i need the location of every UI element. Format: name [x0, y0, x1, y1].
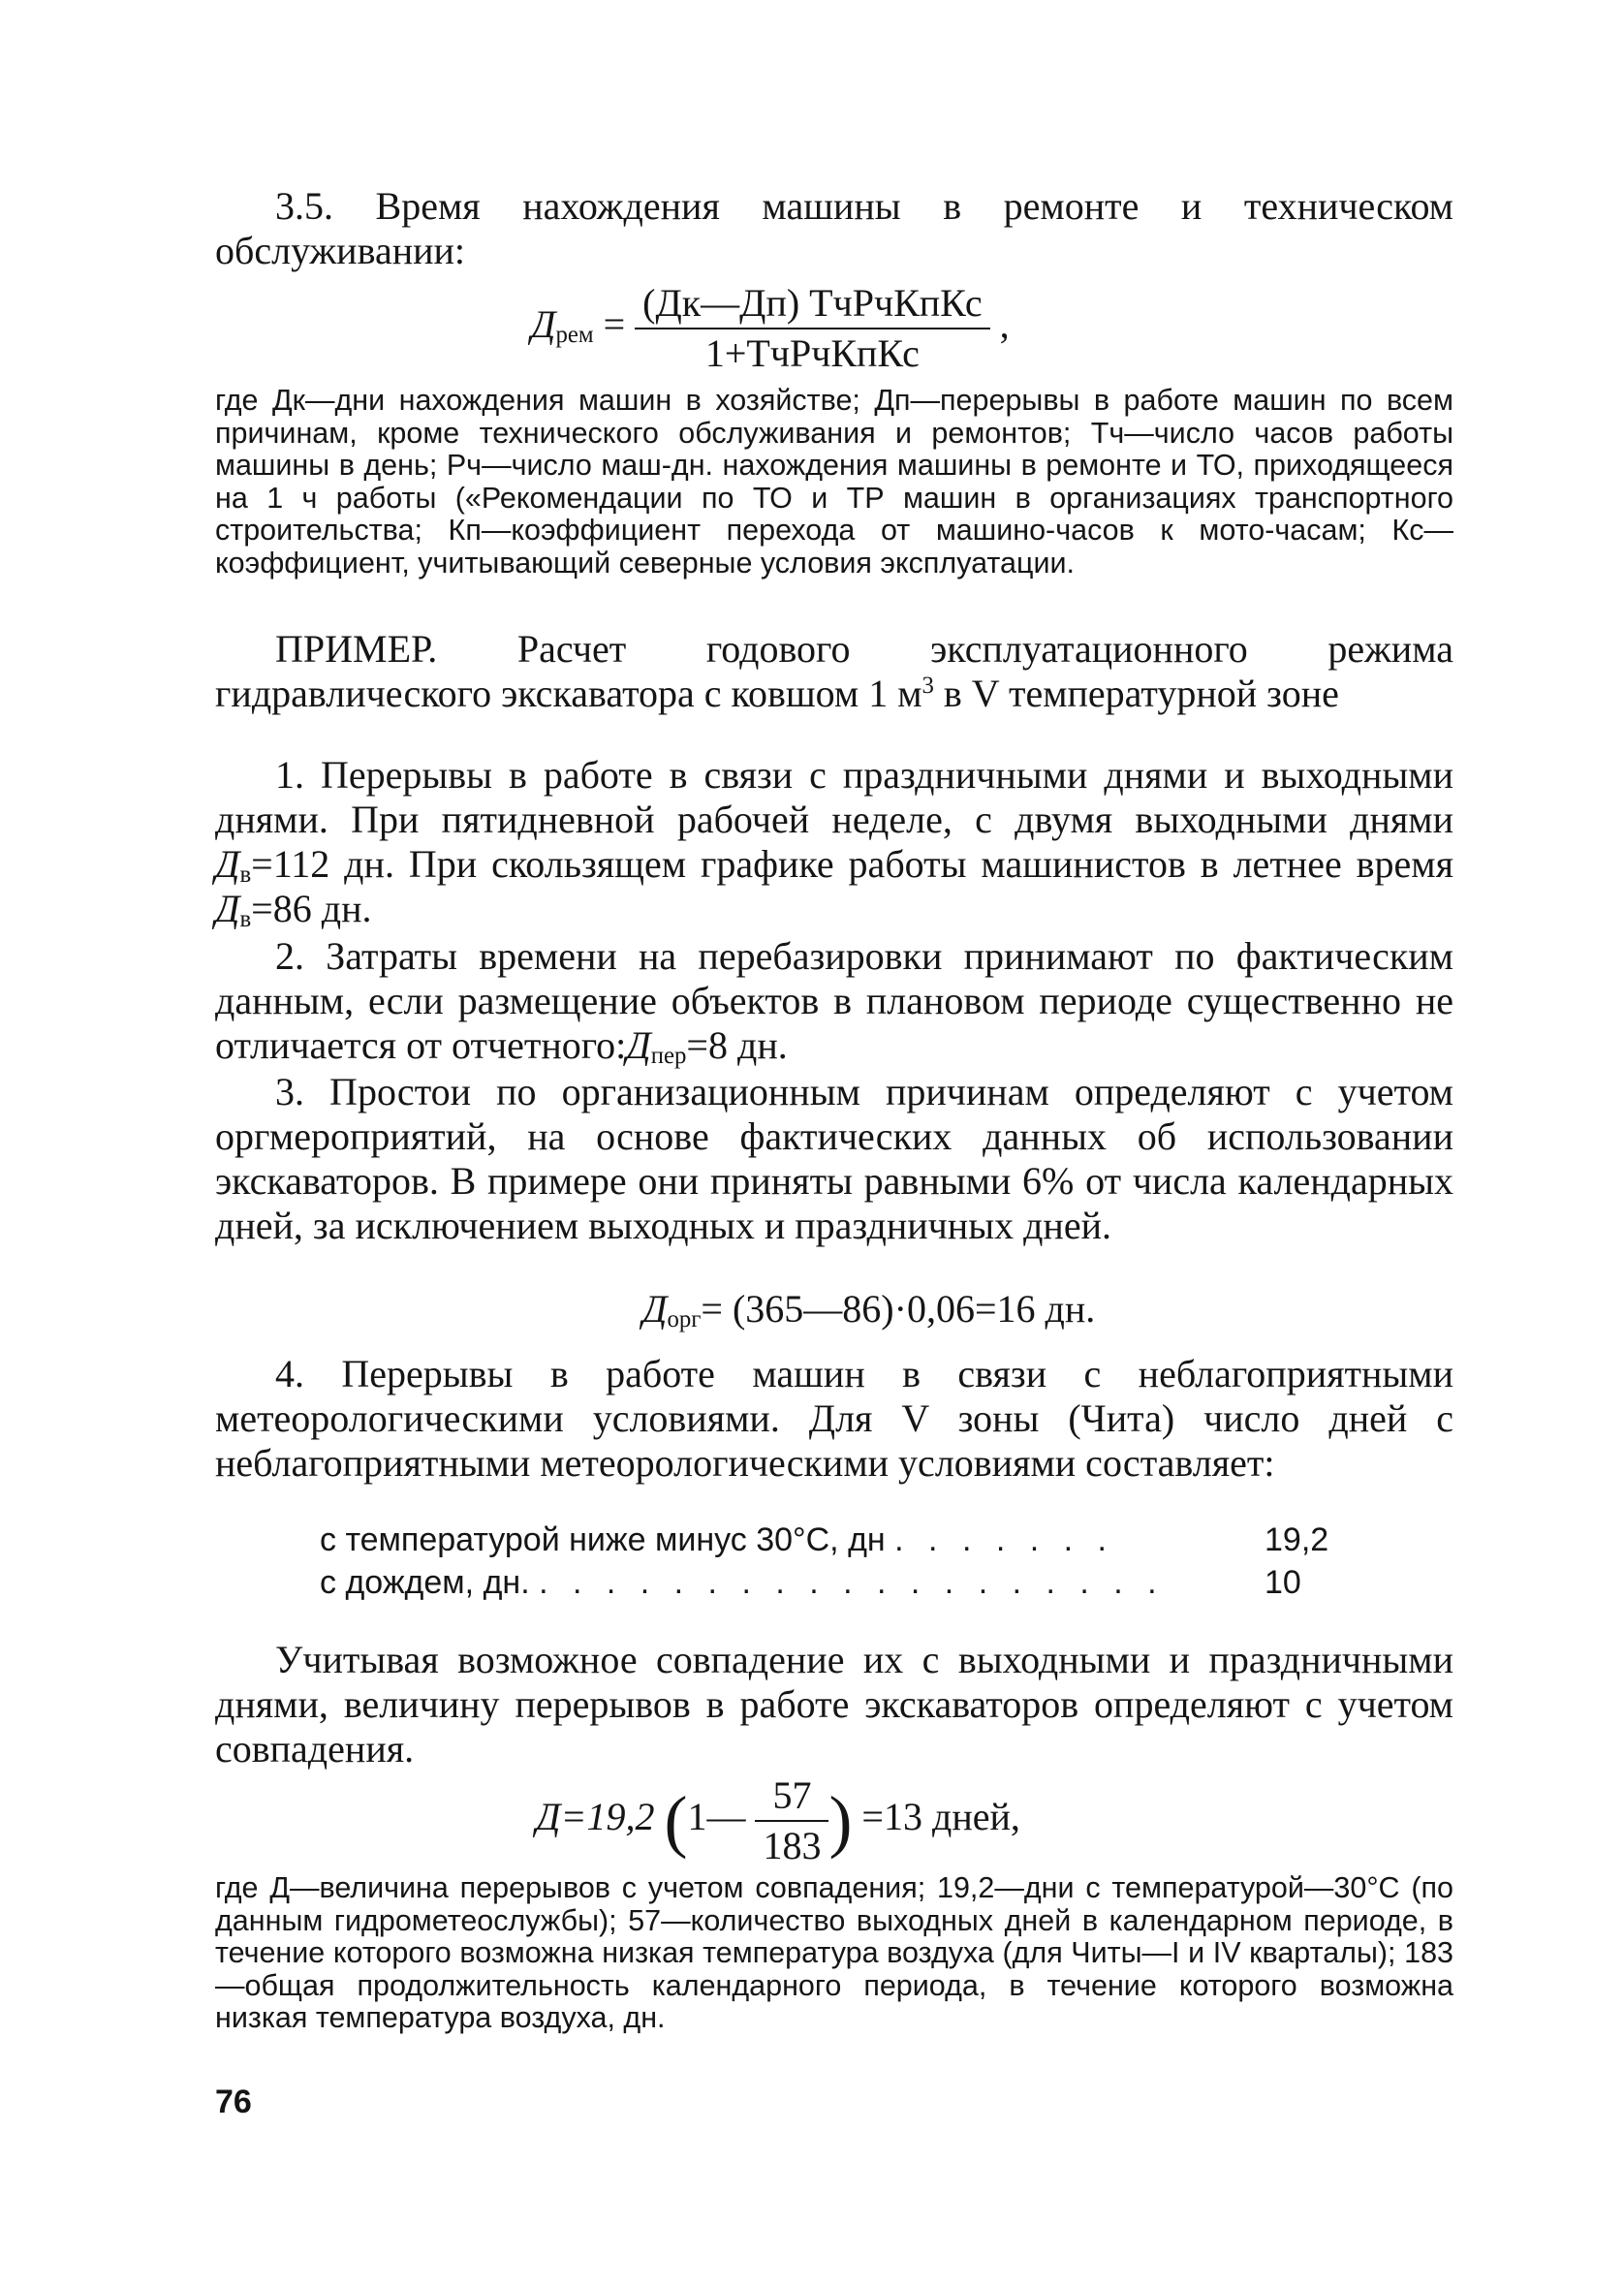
- item-3: 3. Простои по организационным причинам определяют с учетом оргмероприятий, на основе фактических данных об использовании экскаваторов. В примере они приняты равными 6% от числа календарных дней, за исключением выходных и праздничных дней.: [215, 1070, 1453, 1247]
- table-row-dots: . . . . . . . . . . . . . . . . . . .: [539, 1564, 1165, 1601]
- table-row-value: 19,2: [1265, 1521, 1329, 1558]
- formula1-numerator: (Дк—Дп) ТчРчКпКс: [635, 281, 990, 329]
- table-row-dots: . . . . . . .: [894, 1521, 1114, 1558]
- item2-text-a: 2. Затраты времени на перебазировки принимают по фактическим данным, если размещение объектов в плановом периоде существенно не отличается от отчетного:: [215, 934, 1453, 1067]
- example-title-sup: 3: [921, 673, 934, 699]
- formula1-denominator: 1+ТчРчКпКс: [704, 331, 920, 375]
- formula3-legend: где Д—величина перерывов с учетом совпадения; 19,2—дни с температурой—30°С (по данным гидрометеослужбы); 57—количество выходных дней в календарном периоде, в течение которого возможна низкая температура воздуха (для Читы—I и IV кварталы); 183—общая продолжительность календарного периода, в течение которого возможна низкая температура воздуха, дн.: [215, 1871, 1453, 2034]
- item-2: [215, 934, 1453, 1068]
- formula1-fraction: [635, 281, 990, 376]
- table-row-label: с дождем, дн.: [320, 1564, 530, 1601]
- paragraph-coincidence: Учитывая возможное совпадение их с выходными и праздничными днями, величину перерывов в работе экскаваторов определяют с учетом совпадения.: [215, 1638, 1453, 1771]
- formula3-numerator: 57: [755, 1773, 828, 1822]
- table-row: [320, 1520, 1114, 1560]
- item1-sym2: Д: [215, 887, 240, 930]
- formula1-legend: где Дк—дни нахождения машин в хозяйстве; Дп—перерывы в работе машин по всем причинам, кроме технического обслуживания и ремонтов; Тч—число часов работы машины в день; Рч—число маш-дн. нахождения машины в ремонте и ТО, приходящееся на 1 ч работы («Рекомендации по ТО и ТР машин в организациях транспортного строительства; Кп—коэффициент перехода от машино-часов к мото-часам; Кс—коэффициент, учитывающий северные условия эксплуатации.: [215, 384, 1453, 580]
- item2-text-b: =8 дн.: [686, 1023, 788, 1067]
- formula3-rhs: =13 дней,: [861, 1795, 1020, 1839]
- item2-sub: пер: [650, 1043, 687, 1069]
- formula2-sub: орг: [667, 1306, 702, 1332]
- formula3-lhs: Д=19,2: [536, 1795, 655, 1839]
- item-4: 4. Перерывы в работе машин в связи с неблагоприятными метеорологическими условиями. Для V зоны (Чита) число дней с неблагоприятными метеорологическими условиями составляет:: [215, 1352, 1453, 1485]
- formula3-open-paren: (: [664, 1782, 688, 1860]
- formula3-close-paren: ): [828, 1782, 853, 1860]
- page-number: 76: [215, 2084, 252, 2120]
- item1-text-c: =86 дн.: [251, 887, 372, 930]
- item1-text-a: 1. Перерывы в работе в связи с праздничными днями и выходными днями. При пятидневной рабочей неделе, с двумя выходными днями: [215, 753, 1453, 841]
- formula1-tail: ,: [999, 302, 1010, 347]
- formula2-sym: Д: [642, 1287, 668, 1331]
- item-1: [215, 753, 1453, 931]
- example-title-text: ПРИМЕР. Расчет годового эксплуатационного режима гидравлического экскаватора с ковшом 1 м: [215, 627, 1453, 715]
- formula1-lhs: Д: [531, 302, 556, 347]
- formula-interruptions: [536, 1773, 1020, 1868]
- item1-sub1: в: [239, 862, 252, 888]
- formula3-denominator: 183: [763, 1824, 822, 1867]
- item1-sym1: Д: [215, 842, 240, 886]
- item2-sym: Д: [626, 1023, 651, 1067]
- item1-text-b: =112 дн. При скользящем графике работы машинистов в летнее время: [251, 842, 1453, 886]
- formula-repair-time: [531, 281, 1010, 376]
- section-heading: 3.5. Время нахождения машины в ремонте и техническом обслуживании:: [215, 184, 1453, 272]
- table-row: [320, 1562, 1165, 1603]
- formula-org-downtime: [642, 1287, 1095, 1332]
- formula3-one: 1—: [687, 1795, 746, 1839]
- table-row-label: с температурой ниже минус 30°С, дн: [320, 1521, 886, 1558]
- formula1-eq: =: [603, 302, 626, 347]
- example-title-tail: в V температурной зоне: [933, 672, 1339, 715]
- example-title: [215, 627, 1453, 716]
- item1-sub2: в: [239, 906, 252, 932]
- formula1-lhs-sub: рем: [555, 322, 594, 349]
- formula3-fraction: [755, 1773, 828, 1868]
- table-row-value: 10: [1265, 1564, 1301, 1601]
- formula2-rest: = (365—86)·0,06=16 дн.: [701, 1287, 1096, 1331]
